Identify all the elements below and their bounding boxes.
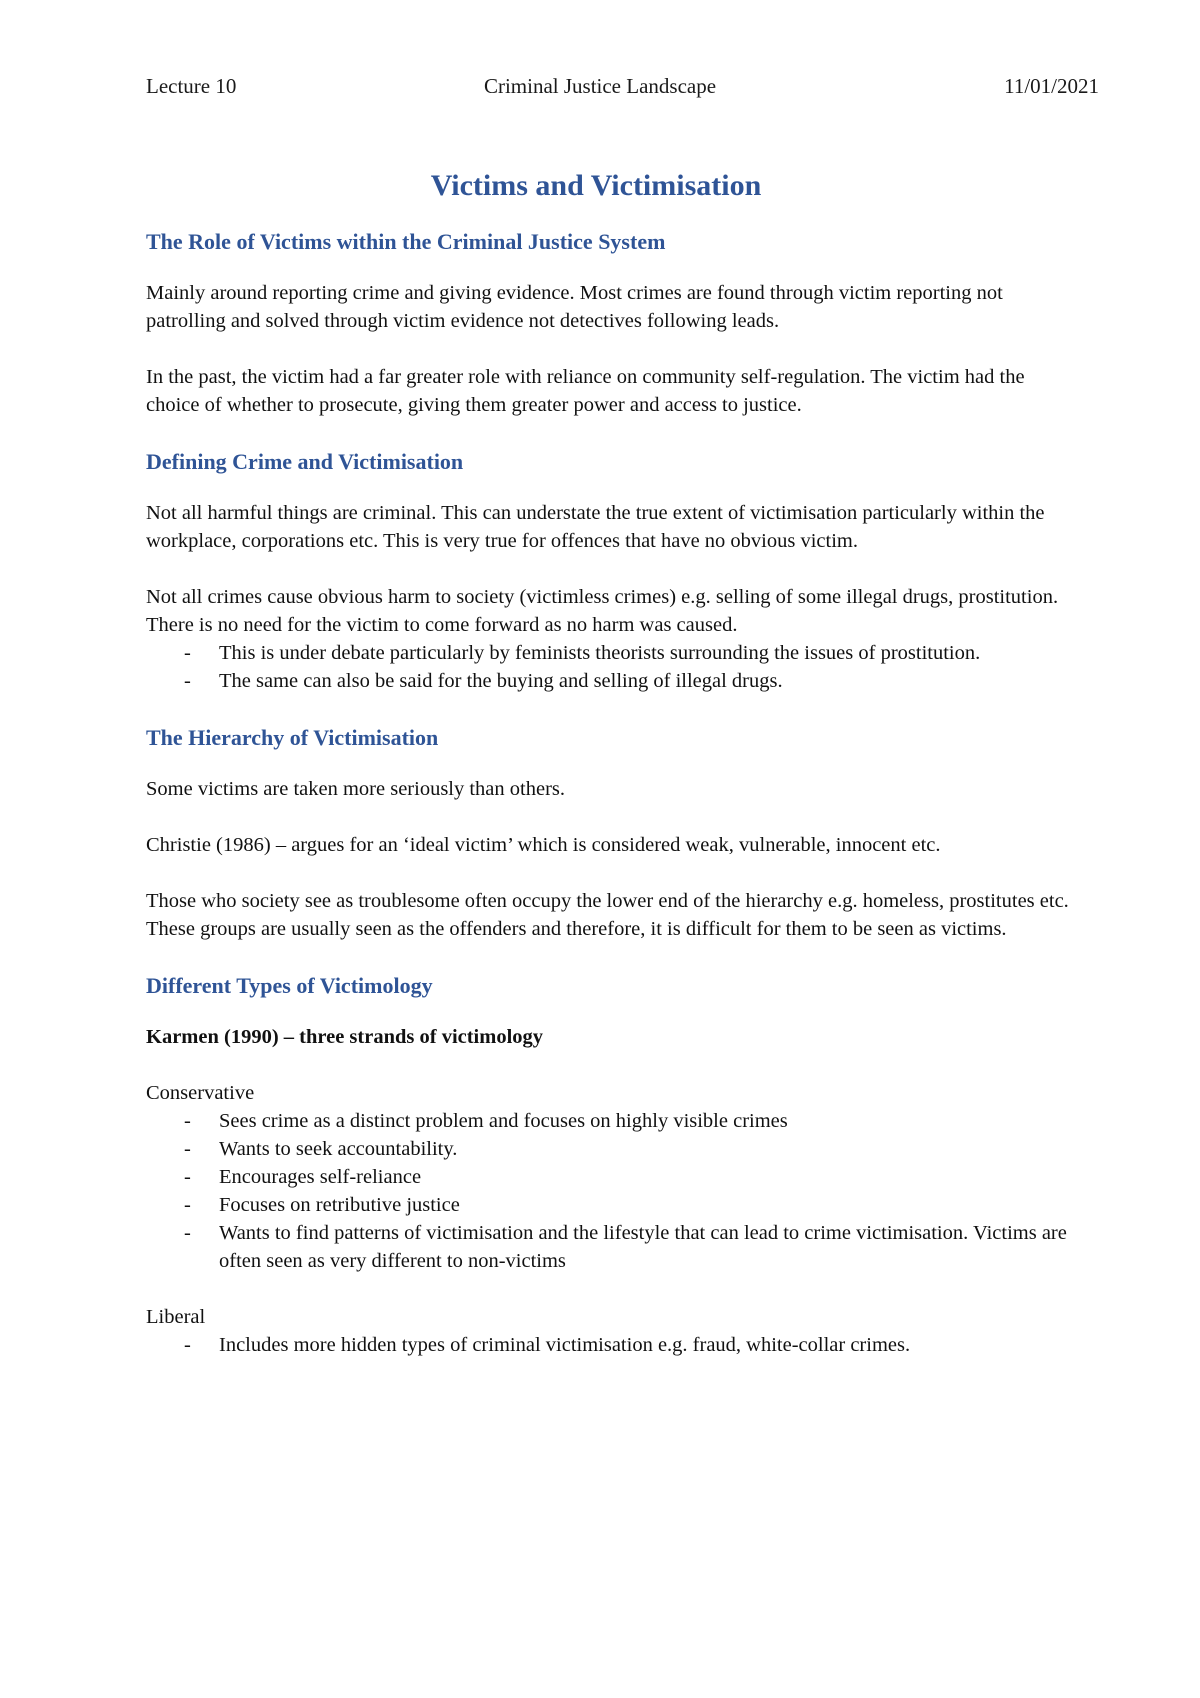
section-heading-defining: Defining Crime and Victimisation — [146, 449, 464, 474]
dash-marker: - — [184, 1194, 191, 1216]
list-item-text: Wants to find patterns of victimisation and the lifestyle that can lead to crime victimisation. Victims are often seen as very different to non-victims — [219, 1222, 1067, 1272]
dash-marker: - — [184, 642, 191, 664]
category-label-liberal: Liberal — [146, 1306, 206, 1328]
list-item-text: Wants to seek accountability. — [219, 1138, 458, 1160]
dash-marker: - — [184, 670, 191, 692]
dash-marker: - — [184, 1110, 191, 1132]
list-item — [146, 1191, 1076, 1219]
header-lecture-number: Lecture 10 — [146, 74, 237, 98]
list-item-text: Includes more hidden types of criminal victimisation e.g. fraud, white-collar crimes. — [219, 1334, 911, 1356]
document-title: Victims and Victimisation — [430, 169, 762, 202]
list-item — [146, 1331, 1076, 1359]
paragraph: Christie (1986) – argues for an ‘ideal victim’ which is considered weak, vulnerable, innocent etc. — [146, 834, 941, 856]
document-body — [146, 166, 1076, 1387]
bullet-list-conservative — [146, 1107, 1076, 1275]
paragraph: Not all crimes cause obvious harm to society (victimless crimes) e.g. selling of some illegal drugs, prostitution. There is no need for the victim to come forward as no harm was caused. — [146, 586, 1059, 636]
list-item-text: Encourages self-reliance — [219, 1166, 422, 1188]
paragraph: In the past, the victim had a far greater role with reliance on community self-regulation. The victim had the choice of whether to prosecute, giving them greater power and access to justice. — [146, 366, 1025, 416]
list-item — [146, 1219, 1076, 1275]
paragraph: Some victims are taken more seriously than others. — [146, 778, 566, 800]
subheading-karmen: Karmen (1990) – three strands of victimology — [146, 1026, 544, 1048]
section-heading-role: The Role of Victims within the Criminal Justice System — [146, 229, 666, 254]
section-heading-hierarchy: The Hierarchy of Victimisation — [146, 725, 439, 750]
paragraph: Mainly around reporting crime and giving evidence. Most crimes are found through victim reporting not patrolling and solved through victim evidence not detectives following leads. — [146, 282, 1003, 332]
bullet-list — [146, 639, 1076, 695]
list-item-text: Sees crime as a distinct problem and focuses on highly visible crimes — [219, 1110, 788, 1132]
list-item — [146, 667, 1076, 695]
section-heading-types: Different Types of Victimology — [146, 973, 433, 998]
header-course-title: Criminal Justice Landscape — [483, 74, 717, 98]
dash-marker: - — [184, 1138, 191, 1160]
paragraph: Those who society see as troublesome often occupy the lower end of the hierarchy e.g. homeless, prostitutes etc. These groups are usually seen as the offenders and therefore, it is difficult for them to be seen as victims. — [146, 890, 1069, 940]
list-item — [146, 1107, 1076, 1135]
category-label-conservative: Conservative — [146, 1082, 255, 1104]
list-item-text: Focuses on retributive justice — [219, 1194, 460, 1216]
bullet-list-liberal — [146, 1331, 1076, 1359]
dash-marker: - — [184, 1334, 191, 1356]
dash-marker: - — [184, 1166, 191, 1188]
dash-marker: - — [184, 1222, 191, 1244]
header-date: 11/01/2021 — [1004, 74, 1099, 98]
paragraph: Not all harmful things are criminal. This can understate the true extent of victimisation particularly within the workplace, corporations etc. This is very true for offences that have no obvious victim. — [146, 502, 1045, 552]
list-item — [146, 1163, 1076, 1191]
list-item — [146, 1135, 1076, 1163]
list-item-text: The same can also be said for the buying and selling of illegal drugs. — [219, 670, 783, 692]
list-item — [146, 639, 1076, 667]
list-item-text: This is under debate particularly by feminists theorists surrounding the issues of prostitution. — [219, 642, 981, 664]
